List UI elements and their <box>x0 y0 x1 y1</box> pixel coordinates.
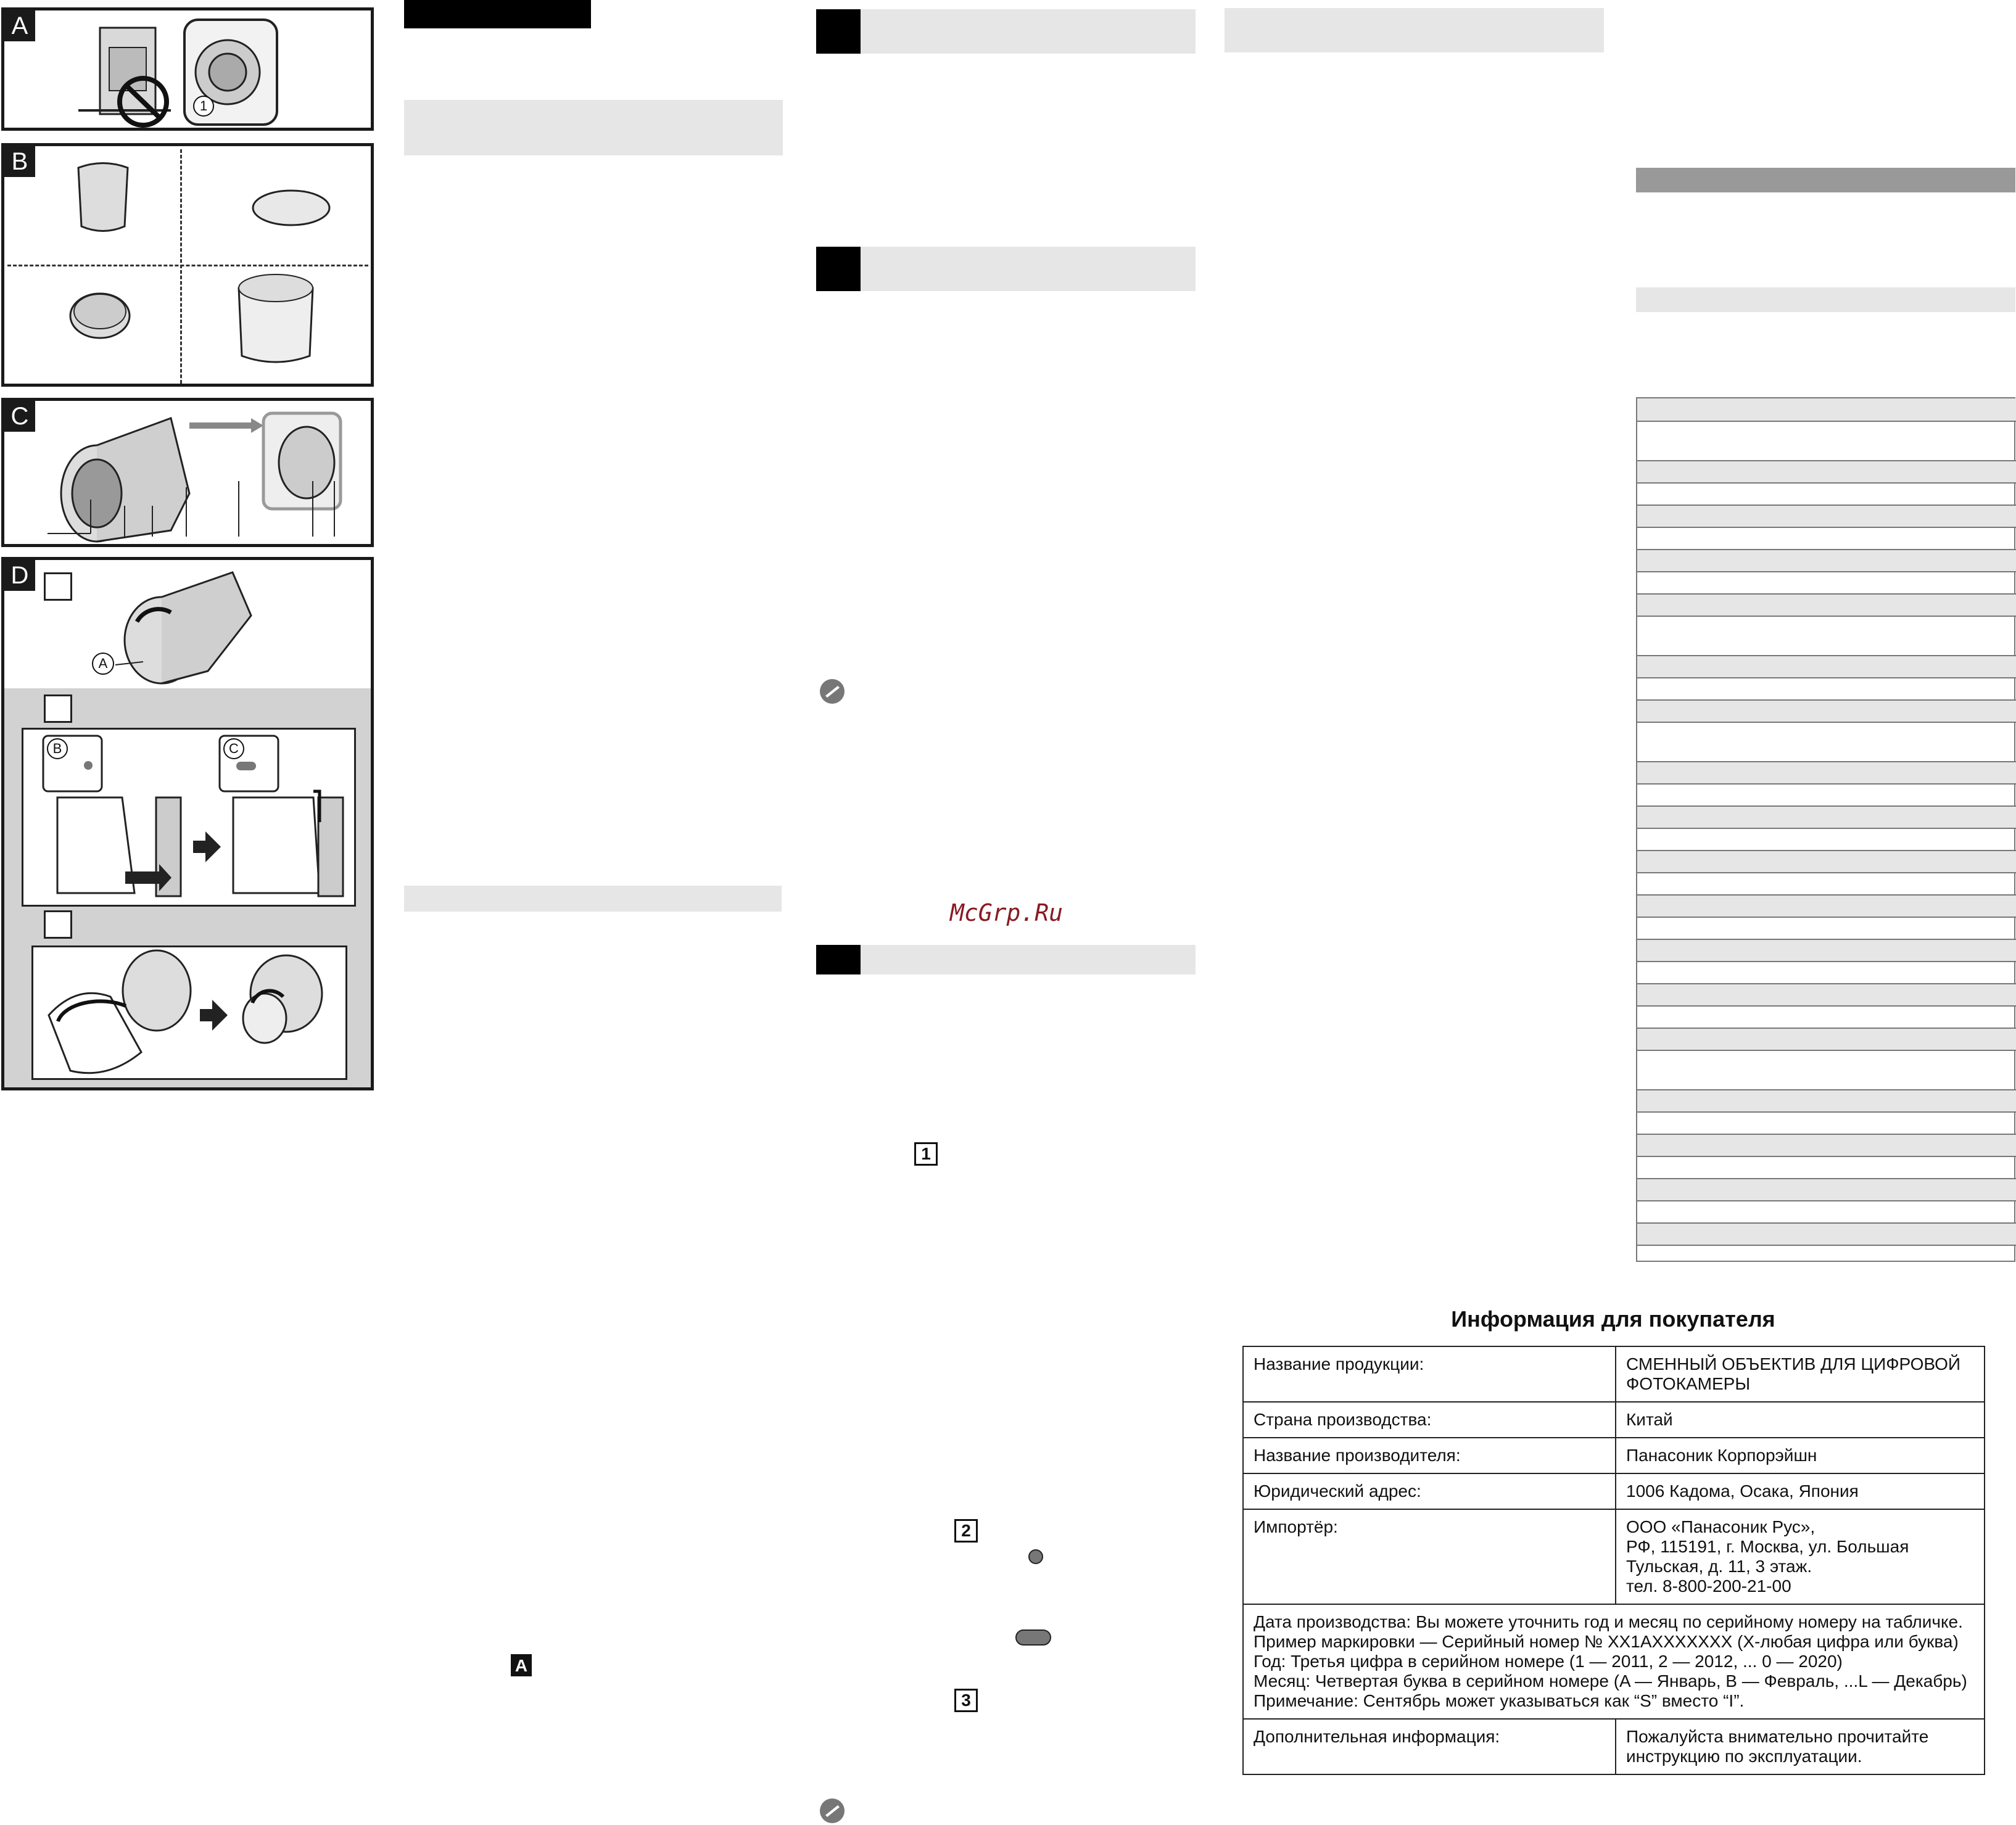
table-row <box>1637 398 2016 421</box>
note-line: Месяц: Четвертая буква в серийном номере (A — Январь, B — Февраль, ...L — Декабрь) <box>1254 1671 1967 1691</box>
table-row <box>1637 850 2016 872</box>
section-header-bar <box>1225 8 1604 52</box>
table-row <box>1637 917 2016 939</box>
note-line: Год: Третья цифра в серийном номере (1 — 2011, 2 — 2012, ... 0 — 2020) <box>1254 1652 1843 1671</box>
section-header-bar <box>1636 287 2015 312</box>
table-row <box>1637 1245 2016 1262</box>
panel-letter-b: B <box>4 146 35 177</box>
alignment-dot-icon <box>1028 1549 1043 1564</box>
table-row <box>1243 1438 1985 1473</box>
buyer-info-table <box>1242 1346 1985 1775</box>
table-row <box>1637 1005 2016 1028</box>
table-row <box>1637 616 2016 655</box>
table-row <box>1243 1346 1985 1402</box>
table-cell-label: Импортёр: <box>1243 1509 1616 1604</box>
table-row <box>1637 939 2016 961</box>
section-header-bar <box>816 9 1196 54</box>
lens-cap-removal-illustration <box>4 560 374 683</box>
table-row <box>1637 482 2016 505</box>
table-row <box>1637 505 2016 527</box>
table-row <box>1637 983 2016 1005</box>
hood-alignment-illustration <box>23 730 357 905</box>
note-line: Дата производства: Вы можете уточнить год и месяц по серийному номеру на табличке. <box>1254 1612 1963 1631</box>
section-header-bar <box>404 0 591 28</box>
step-number-3: 3 <box>954 1689 978 1712</box>
table-cell-label: Название производителя: <box>1243 1438 1616 1473</box>
table-row <box>1637 1050 2016 1089</box>
table-row <box>1637 460 2016 482</box>
section-header-bar <box>816 945 1196 974</box>
callout-b: B <box>47 738 68 759</box>
table-row <box>1637 1222 2016 1245</box>
specifications-table <box>1636 397 2015 1262</box>
figure-panel-b <box>1 143 374 387</box>
section-header-bar <box>1636 168 2015 192</box>
table-row <box>1637 828 2016 850</box>
note-icon <box>819 678 845 704</box>
table-row <box>1637 677 2016 699</box>
table-row <box>1637 549 2016 571</box>
table-row <box>1637 1178 2016 1200</box>
camera-no-touch-illustration <box>4 10 374 131</box>
table-row <box>1243 1473 1985 1509</box>
callout-c: C <box>223 738 244 759</box>
section-header-bar <box>816 247 1196 291</box>
table-cell-value: Пожалуйста внимательно прочитайте инструкцию по эксплуатации. <box>1616 1719 1985 1774</box>
table-row <box>1243 1604 1985 1719</box>
hood-rotation-illustration <box>33 947 348 1080</box>
production-date-note <box>1243 1604 1985 1719</box>
ref-mark-a: A <box>511 1654 532 1676</box>
table-row <box>1637 805 2016 828</box>
panel-letter-d: D <box>4 560 35 591</box>
panel-letter-a: A <box>4 10 35 41</box>
hood-attach-figure <box>22 728 356 907</box>
figure-panel-c <box>1 398 374 547</box>
table-row <box>1243 1719 1985 1774</box>
table-row <box>1637 894 2016 917</box>
table-cell-label: Дополнительная информация: <box>1243 1719 1616 1774</box>
address-line: РФ, 115191, г. Москва, ул. Большая <box>1626 1537 1909 1556</box>
hood-rotate-figure <box>31 945 347 1080</box>
table-row <box>1637 1111 2016 1134</box>
figure-panel-a <box>1 7 374 131</box>
figure-panel-d <box>1 557 374 1090</box>
table-cell-label: Страна производства: <box>1243 1402 1616 1438</box>
table-row <box>1637 1156 2016 1178</box>
table-row <box>1637 1134 2016 1156</box>
section-header-bar <box>404 100 783 155</box>
section-number-block <box>816 9 861 54</box>
table-row <box>1637 1200 2016 1222</box>
table-row <box>1243 1509 1985 1604</box>
step-number-2: 2 <box>954 1519 978 1543</box>
table-row <box>1637 961 2016 983</box>
table-cell-label: Название продукции: <box>1243 1346 1616 1402</box>
table-row <box>1637 872 2016 894</box>
note-line: Пример маркировки — Серийный номер № XX1AXXXXXXX (X-любая цифра или буква) <box>1254 1632 1959 1651</box>
importer-address <box>1616 1509 1985 1604</box>
step-checkbox <box>44 910 72 939</box>
table-row <box>1637 1028 2016 1050</box>
section-header-bar <box>404 886 782 912</box>
table-row <box>1637 783 2016 805</box>
watermark: McGrp.Ru <box>950 899 1064 926</box>
table-row <box>1637 421 2016 460</box>
table-row <box>1637 1089 2016 1111</box>
callout-1: 1 <box>193 96 214 117</box>
table-cell-value: Китай <box>1616 1402 1985 1438</box>
buyer-info-title: Информация для покупателя <box>1451 1306 1775 1332</box>
table-row <box>1637 722 2016 761</box>
lens-parts-illustration <box>4 401 374 547</box>
table-row <box>1243 1402 1985 1438</box>
table-cell-label: Юридический адрес: <box>1243 1473 1616 1509</box>
address-line: тел. 8-800-200-21-00 <box>1626 1576 1791 1596</box>
table-cell-value: СМЕННЫЙ ОБЪЕКТИВ ДЛЯ ЦИФРОВОЙ ФОТОКАМЕРЫ <box>1616 1346 1985 1402</box>
lens-pouch-illustration <box>4 146 374 387</box>
table-row <box>1637 699 2016 722</box>
address-line: Тульская, д. 11, 3 этаж. <box>1626 1557 1812 1576</box>
table-cell-value: Панасоник Корпорэйшн <box>1616 1438 1985 1473</box>
table-cell-value: 1006 Кадома, Осака, Япония <box>1616 1473 1985 1509</box>
table-row <box>1637 527 2016 549</box>
table-row <box>1637 593 2016 616</box>
step-checkbox <box>44 694 72 723</box>
note-icon <box>819 1798 845 1824</box>
address-line: ООО «Панасоник Рус», <box>1626 1517 1816 1536</box>
step-number-1: 1 <box>914 1142 938 1166</box>
callout-a: A <box>92 653 114 675</box>
panel-letter-c: C <box>4 401 35 432</box>
section-number-block <box>816 247 861 291</box>
note-line: Примечание: Сентябрь может указываться как “S” вместо “I”. <box>1254 1691 1745 1710</box>
table-row <box>1637 571 2016 593</box>
table-row <box>1637 655 2016 677</box>
alignment-mark-icon <box>1015 1629 1051 1646</box>
section-number-block <box>816 945 861 974</box>
table-row <box>1637 761 2016 783</box>
